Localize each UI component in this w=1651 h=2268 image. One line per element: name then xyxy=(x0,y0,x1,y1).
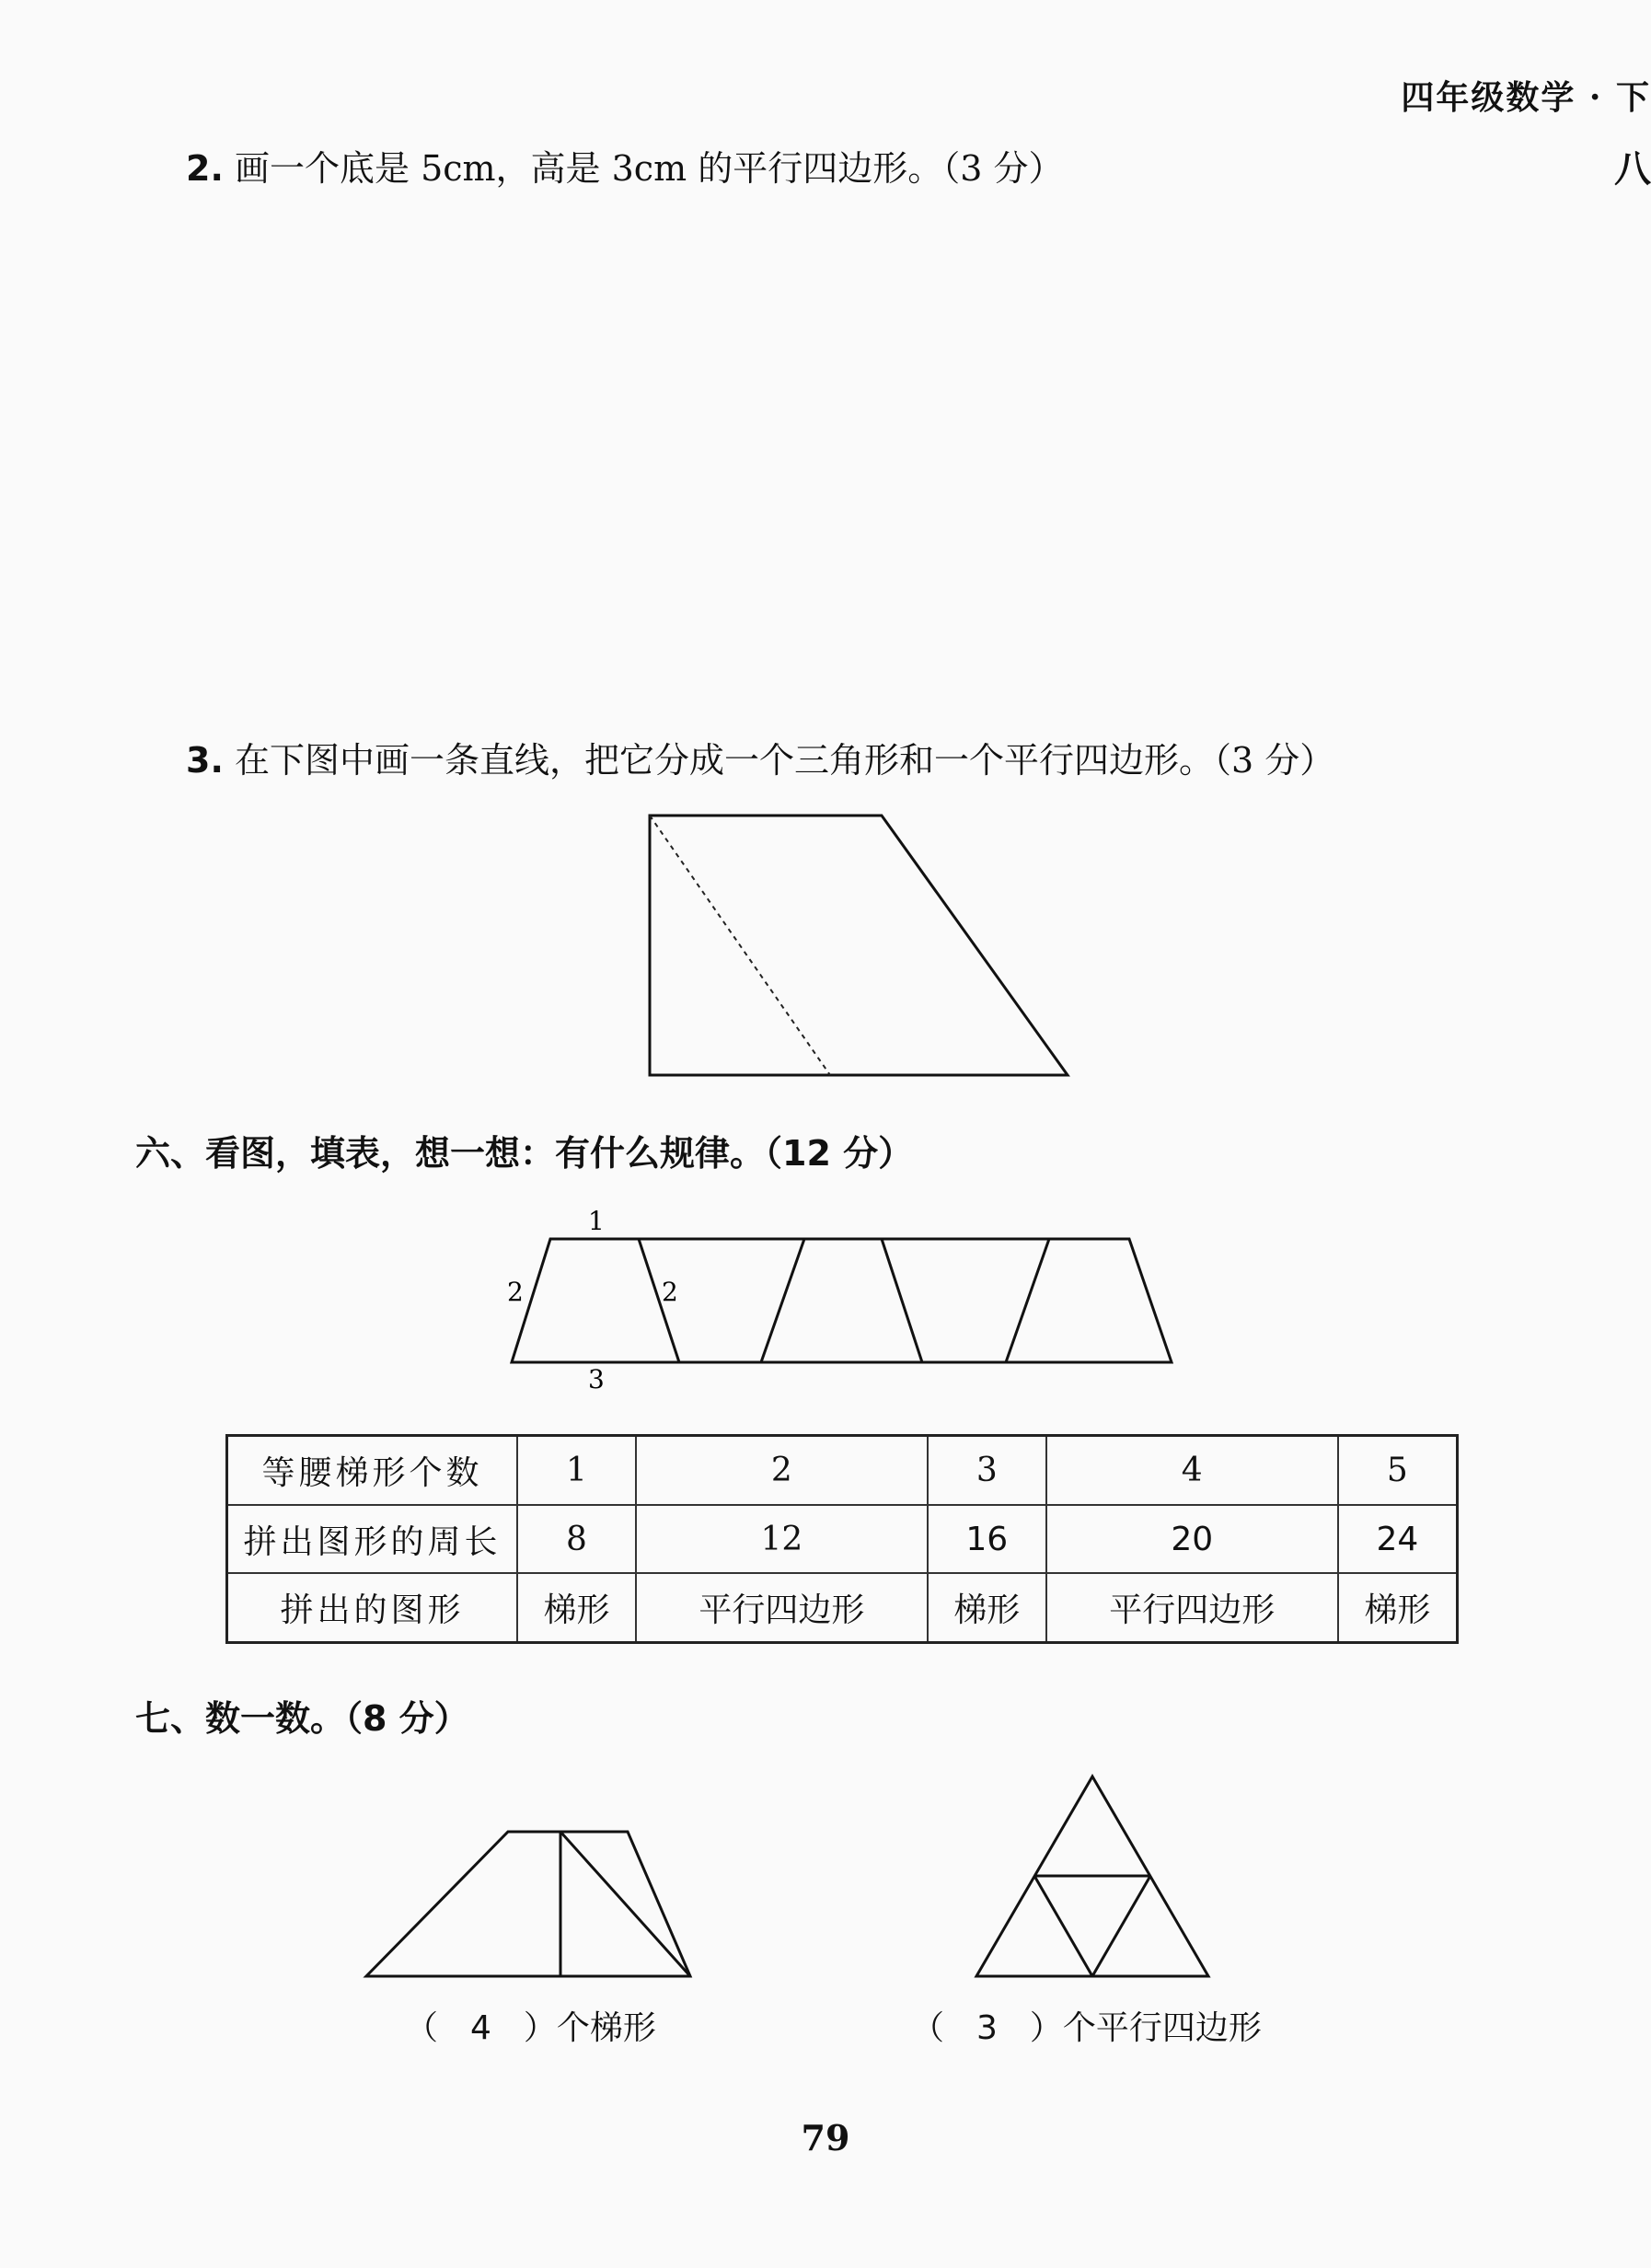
question-2-text: 画一个底是 5cm，高是 3cm 的平行四边形。（3 分） xyxy=(234,148,1064,189)
table-cell: 5 xyxy=(1338,1436,1458,1505)
question-3-text: 在下图中画一条直线，把它分成一个三角形和一个平行四边形。（3 分） xyxy=(234,740,1335,781)
table-cell: 1 xyxy=(517,1436,636,1505)
figure2-inner-right xyxy=(1092,1876,1150,1976)
figure1-outline xyxy=(366,1832,690,1976)
page-number: 79 xyxy=(801,2117,850,2158)
trapezoid-strip xyxy=(512,1239,1172,1362)
answer-parallelogram-count xyxy=(911,2002,1262,2049)
strip-divider-3 xyxy=(882,1239,922,1362)
answer-open-paren: （ xyxy=(405,2009,439,2047)
table-cell-answer: 梯形 xyxy=(517,1573,636,1642)
strip-label-bottom: 3 xyxy=(588,1364,605,1394)
section-7-title: 七、数一数。（8 分） xyxy=(135,1698,469,1739)
pattern-table xyxy=(225,1434,1459,1644)
table-row xyxy=(227,1573,1458,1642)
answer-value: 3 xyxy=(976,2009,998,2047)
table-cell: 8 xyxy=(517,1505,636,1574)
count-figure-triangle xyxy=(976,1776,1208,1976)
answer-value: 4 xyxy=(470,2009,491,2047)
table-cell: 12 xyxy=(636,1505,928,1574)
table-cell-answer: 20 xyxy=(1046,1505,1338,1574)
question-2-number: 2. xyxy=(186,148,224,189)
figure2-inner-left xyxy=(1034,1876,1092,1976)
table-cell: 4 xyxy=(1046,1436,1338,1505)
strip-label-top: 1 xyxy=(588,1206,605,1236)
chapter-marker: 八 xyxy=(1614,147,1651,191)
table-cell-answer: 24 xyxy=(1338,1505,1458,1574)
strip-label-left: 2 xyxy=(507,1277,524,1307)
table-row xyxy=(227,1436,1458,1505)
book-header: 四年级数学 · 下 xyxy=(1401,78,1651,117)
row-header: 拼出的图形 xyxy=(227,1573,518,1642)
table-cell-answer: 平行四边形 xyxy=(636,1573,928,1642)
table-cell-answer: 16 xyxy=(928,1505,1046,1574)
table-cell-answer: 梯形 xyxy=(1338,1573,1458,1642)
strip-label-inner: 2 xyxy=(662,1277,678,1307)
table-cell: 3 xyxy=(928,1436,1046,1505)
table-cell-answer: 梯形 xyxy=(928,1573,1046,1642)
answer-suffix: ）个梯形 xyxy=(523,2009,656,2047)
row-header: 等腰梯形个数 xyxy=(227,1436,518,1505)
answer-open-paren: （ xyxy=(911,2009,945,2047)
table-cell-answer: 平行四边形 xyxy=(1046,1573,1338,1642)
q3-dotted-answer-line xyxy=(650,816,830,1075)
answer-suffix: ）个平行四边形 xyxy=(1029,2009,1262,2047)
question-3-number: 3. xyxy=(186,740,224,781)
strip-divider-2 xyxy=(761,1239,804,1362)
q3-trapezoid xyxy=(650,816,1068,1075)
table-cell: 2 xyxy=(636,1436,928,1505)
row-header: 拼出图形的周长 xyxy=(227,1505,518,1574)
strip-divider-4 xyxy=(1006,1239,1049,1362)
answer-trapezoid-count xyxy=(405,2002,656,2049)
table-row xyxy=(227,1505,1458,1574)
count-figure-trapezoid xyxy=(366,1832,690,1976)
figure1-diagonal xyxy=(560,1832,690,1976)
section-6-title: 六、看图，填表，想一想：有什么规律。（12 分） xyxy=(135,1133,914,1174)
strip-outline xyxy=(512,1239,1172,1362)
